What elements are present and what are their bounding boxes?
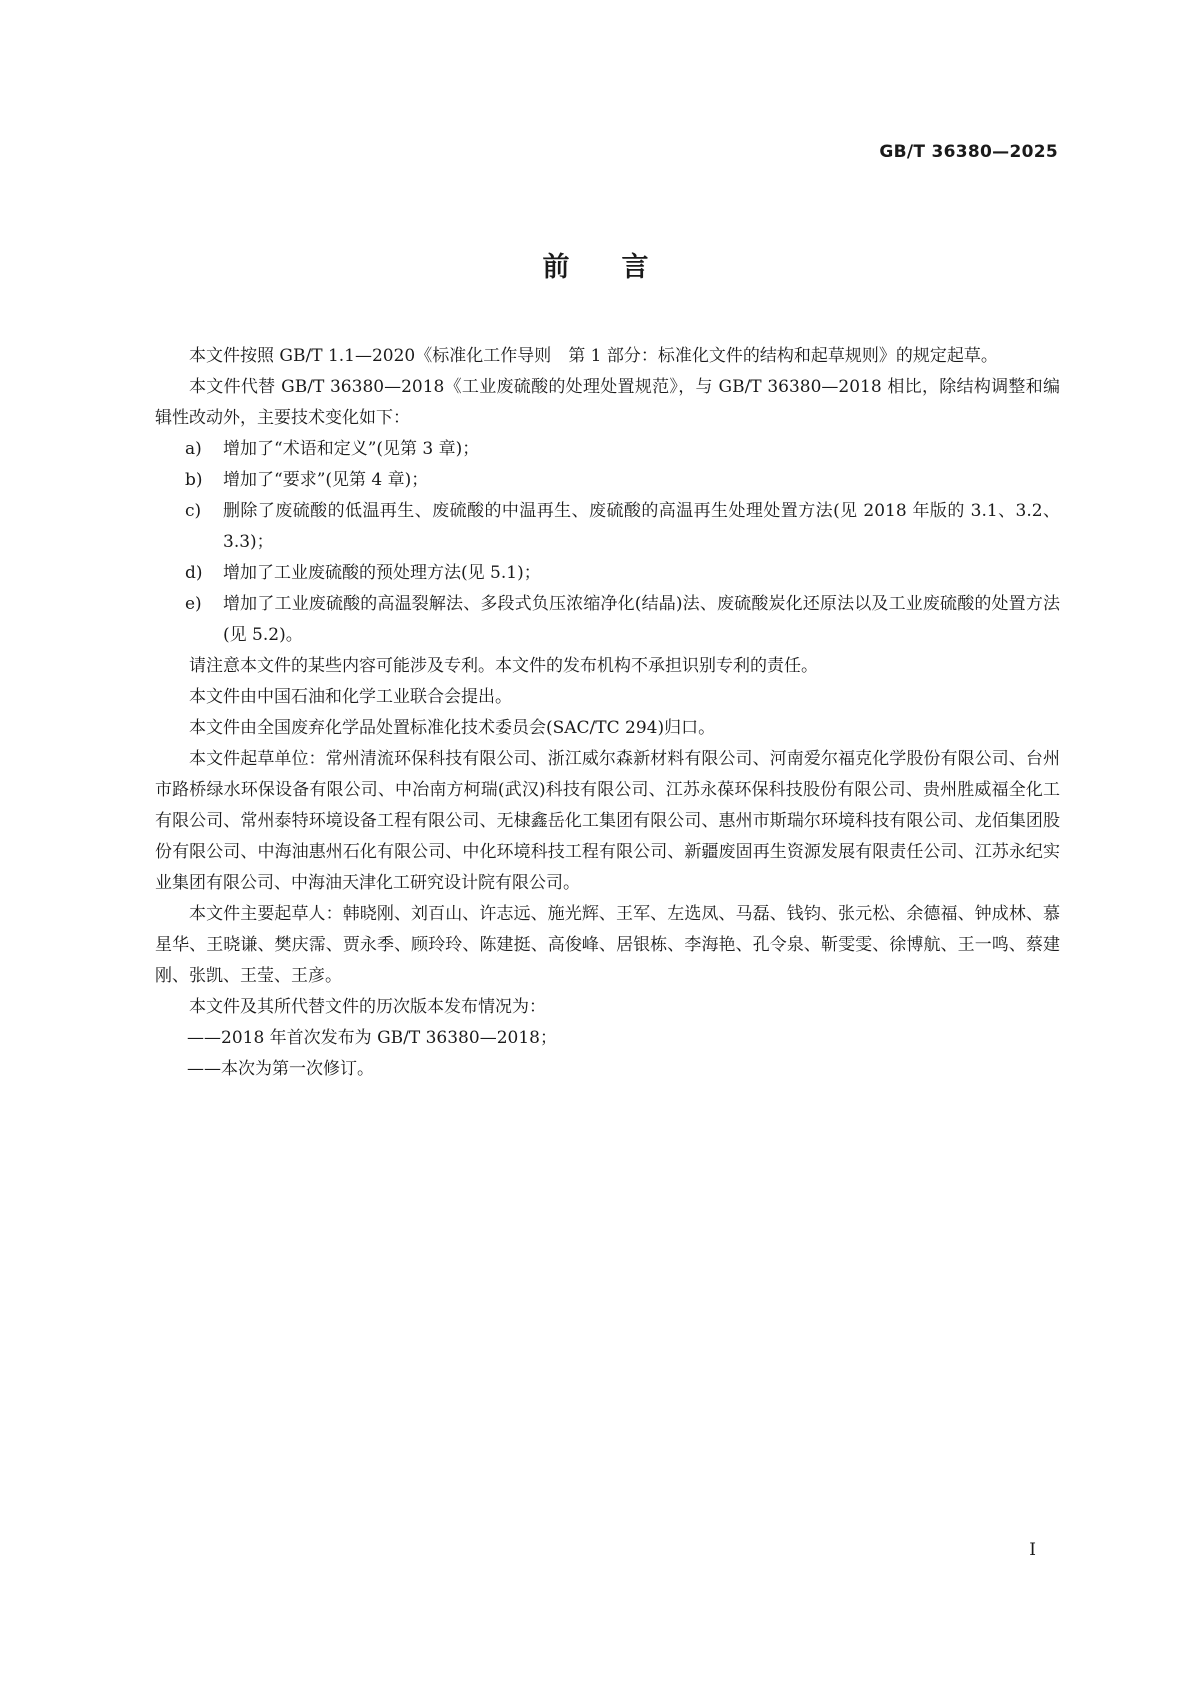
foreword-body <box>155 341 1060 1085</box>
changes-list <box>155 434 1060 651</box>
page-number: I <box>1029 1540 1036 1560</box>
list-item-mark: b) <box>185 470 203 490</box>
page-title: 前言 <box>542 252 701 283</box>
list-item-mark: d) <box>185 563 203 583</box>
list-item-text: 增加了“术语和定义”(见第 3 章)； <box>223 439 480 459</box>
list-item <box>155 465 1060 496</box>
list-item <box>155 496 1060 558</box>
list-item <box>155 589 1060 651</box>
standard-code: GB/T 36380—2025 <box>879 142 1058 162</box>
paragraph-history-intro: 本文件及其所代替文件的历次版本发布情况为： <box>189 997 546 1017</box>
list-item-text: 增加了“要求”(见第 4 章)； <box>223 470 429 490</box>
paragraph-replaces: 本文件代替 GB/T 36380—2018《工业废硫酸的处理处置规范》，与 GB/T 36380—2018 相比，除结构调整和编辑性改动外，主要技术变化如下： <box>155 377 1060 428</box>
paragraph-patent-notice: 请注意本文件的某些内容可能涉及专利。本文件的发布机构不承担识别专利的责任。 <box>189 656 818 676</box>
list-item-text: 增加了工业废硫酸的高温裂解法、多段式负压浓缩净化(结晶)法、废硫酸炭化还原法以及工业废硫酸的处置方法(见 5.2)。 <box>223 594 1060 645</box>
paragraph-proposed-by: 本文件由中国石油和化学工业联合会提出。 <box>189 687 512 707</box>
list-item-mark: a) <box>185 439 202 459</box>
list-item-text: 增加了工业废硫酸的预处理方法(见 5.1)； <box>223 563 541 583</box>
list-item-mark: c) <box>185 501 202 521</box>
list-item <box>155 434 1060 465</box>
history-item: ——2018 年首次发布为 GB/T 36380—2018； <box>187 1028 557 1048</box>
history-item: ——本次为第一次修订。 <box>187 1059 374 1079</box>
list-item-mark: e) <box>185 594 202 614</box>
list-item-text: 删除了废硫酸的低温再生、废硫酸的中温再生、废硫酸的高温再生处理处置方法(见 2018 年版的 3.1、3.2、3.3)； <box>223 501 1060 552</box>
history-list <box>155 1023 1060 1085</box>
list-item <box>155 558 1060 589</box>
paragraph-drafters: 本文件主要起草人：韩晓刚、刘百山、许志远、施光辉、王军、左选凤、马磊、钱钧、张元松、余德福、钟成林、慕星华、王晓谦、樊庆霈、贾永季、顾玲玲、陈建挺、高俊峰、居银栋、李海艳、孔令泉、靳雯雯、徐博航、王一鸣、蔡建刚、张凯、王莹、王彦。 <box>155 904 1060 986</box>
paragraph-drafting-units: 本文件起草单位：常州清流环保科技有限公司、浙江威尔森新材料有限公司、河南爱尔福克化学股份有限公司、台州市路桥绿水环保设备有限公司、中冶南方柯瑞(武汉)科技有限公司、江苏永葆环保科技股份有限公司、贵州胜威福全化工有限公司、常州泰特环境设备工程有限公司、无棣鑫岳化工集团有限公司、惠州市斯瑞尔环境科技有限公司、龙佰集团股份有限公司、中海油惠州石化有限公司、中化环境科技工程有限公司、新疆废固再生资源发展有限责任公司、江苏永纪实业集团有限公司、中海油天津化工研究设计院有限公司。 <box>155 749 1060 893</box>
paragraph-administered-by: 本文件由全国废弃化学品处置标准化技术委员会(SAC/TC 294)归口。 <box>189 718 716 738</box>
paragraph-drafting-rules: 本文件按照 GB/T 1.1—2020《标准化工作导则 第 1 部分：标准化文件的结构和起草规则》的规定起草。 <box>189 346 998 366</box>
